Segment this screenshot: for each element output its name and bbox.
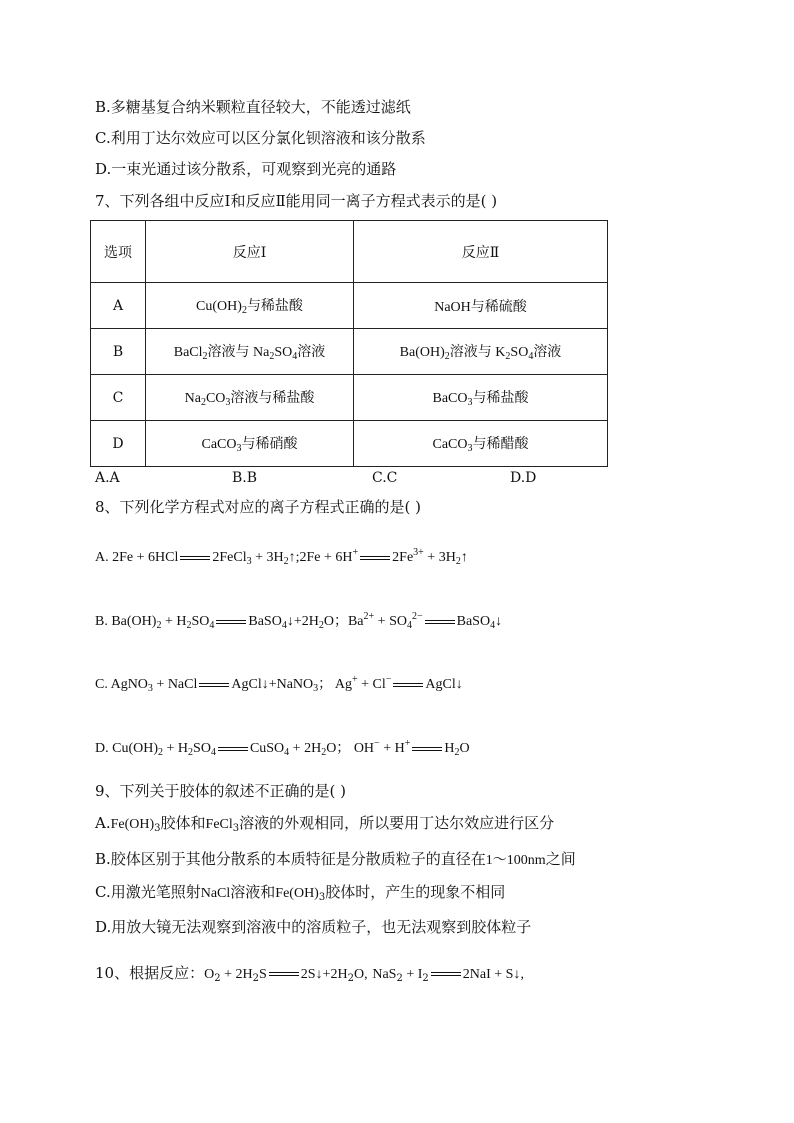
row-label: B (91, 329, 146, 375)
q7-options-table (90, 220, 608, 467)
row-label: D (91, 421, 146, 467)
q9-option-d: D.用放大镜无法观察到溶液中的溶质粒子，也无法观察到胶体粒子 (95, 918, 532, 936)
q8-option-b: B. $Ba(OH)_2 + H_2SO_4$ $BaSO_4↓+2H_2O$；$Ba^{2+} + SO_4^{2-}$ BaSO$_4$↓ (95, 611, 503, 631)
table-row (91, 375, 608, 421)
equals-sign (199, 683, 229, 687)
q6-option-c: C.利用丁达尔效应可以区分氯化钡溶液和该分散系 (95, 129, 426, 147)
equals-sign (412, 747, 442, 751)
header-reaction-1: 反应I (146, 221, 354, 283)
equals-sign (180, 556, 210, 560)
reaction-1-cell: CaCO$_3$与稀硝酸 (146, 421, 354, 467)
row-label: A (91, 283, 146, 329)
table-row (91, 421, 608, 467)
q9-option-b: B.胶体区别于其他分散系的本质特征是分散质粒子的直径在1～100nm之间 (95, 850, 576, 868)
q9-stem: 9、下列关于胶体的叙述不正确的是( ) (95, 782, 347, 800)
table-row (91, 329, 608, 375)
header-reaction-2: 反应Ⅱ (354, 221, 608, 283)
reaction-1-cell: $Cu(OH)_2$与稀盐酸 (146, 283, 354, 329)
reaction-1-cell: BaCl$_2$溶液与 $Na_2SO_4$溶液 (146, 329, 354, 375)
equals-sign (218, 747, 248, 751)
equals-sign (216, 620, 246, 624)
reaction-1-cell: $Na_2CO_3$溶液与稀盐酸 (146, 375, 354, 421)
equals-sign (269, 972, 299, 976)
table-header-row (91, 221, 608, 283)
choice-a: A.A (95, 470, 120, 486)
equals-sign (431, 972, 461, 976)
q6-option-b: B.多糖基复合纳米颗粒直径较大，不能透过滤纸 (95, 98, 411, 116)
reaction-2-cell: CaCO$_3$与稀醋酸 (354, 421, 608, 467)
header-option: 选项 (91, 221, 146, 283)
choice-d: D.D (510, 470, 537, 486)
choice-b: B.B (232, 470, 258, 486)
reaction-2-cell: BaCO$_3$与稀盐酸 (354, 375, 608, 421)
q6-option-d: D.一束光通过该分散系，可观察到光亮的通路 (95, 160, 397, 178)
choice-c: C.C (372, 470, 398, 486)
q8-option-d: D. $Cu(OH)_2 + H_2SO_4$ CuSO$_4$ + $2H_2O$； OH− + H+ $H_2O$ (95, 738, 470, 758)
q8-stem: 8、下列化学方程式对应的离子方程式正确的是( ) (95, 498, 422, 516)
q10-stem: 10、根据反应：$O_2 + 2H_2S$ $2S↓+2H_2O$, $NaS_2 + I_2$ 2NaI + S↓, (95, 964, 524, 984)
q9-option-c: C.用激光笔照射NaCl溶液和$Fe(OH)_3$胶体时，产生的现象不相同 (95, 883, 506, 903)
q7-stem: 7、下列各组中反应Ⅰ和反应Ⅱ能用同一离子方程式表示的是( ) (95, 192, 498, 210)
equals-sign (393, 683, 423, 687)
reaction-2-cell: $Ba(OH)_2$溶液与 $K_2SO_4$溶液 (354, 329, 608, 375)
row-label: C (91, 375, 146, 421)
q8-option-a: A. 2Fe + 6HCl 2FeCl$_3$ + $3H_2↑;2Fe + 6H^+$ $2Fe^{3+}$ + $3H_2↑$ (95, 547, 468, 567)
q9-option-a: $A.Fe(OH)_3$胶体和FeCl$_3$溶液的外观相同，所以要用丁达尔效应进行区分 (95, 814, 555, 834)
table-row (91, 283, 608, 329)
equals-sign (425, 620, 455, 624)
reaction-2-cell: NaOH与稀硫酸 (354, 283, 608, 329)
q8-option-c: C. AgNO$_3$ + NaCl AgCl↓+NaNO$_3$； Ag+ + Cl− AgCl↓ (95, 674, 463, 694)
equals-sign (360, 556, 390, 560)
